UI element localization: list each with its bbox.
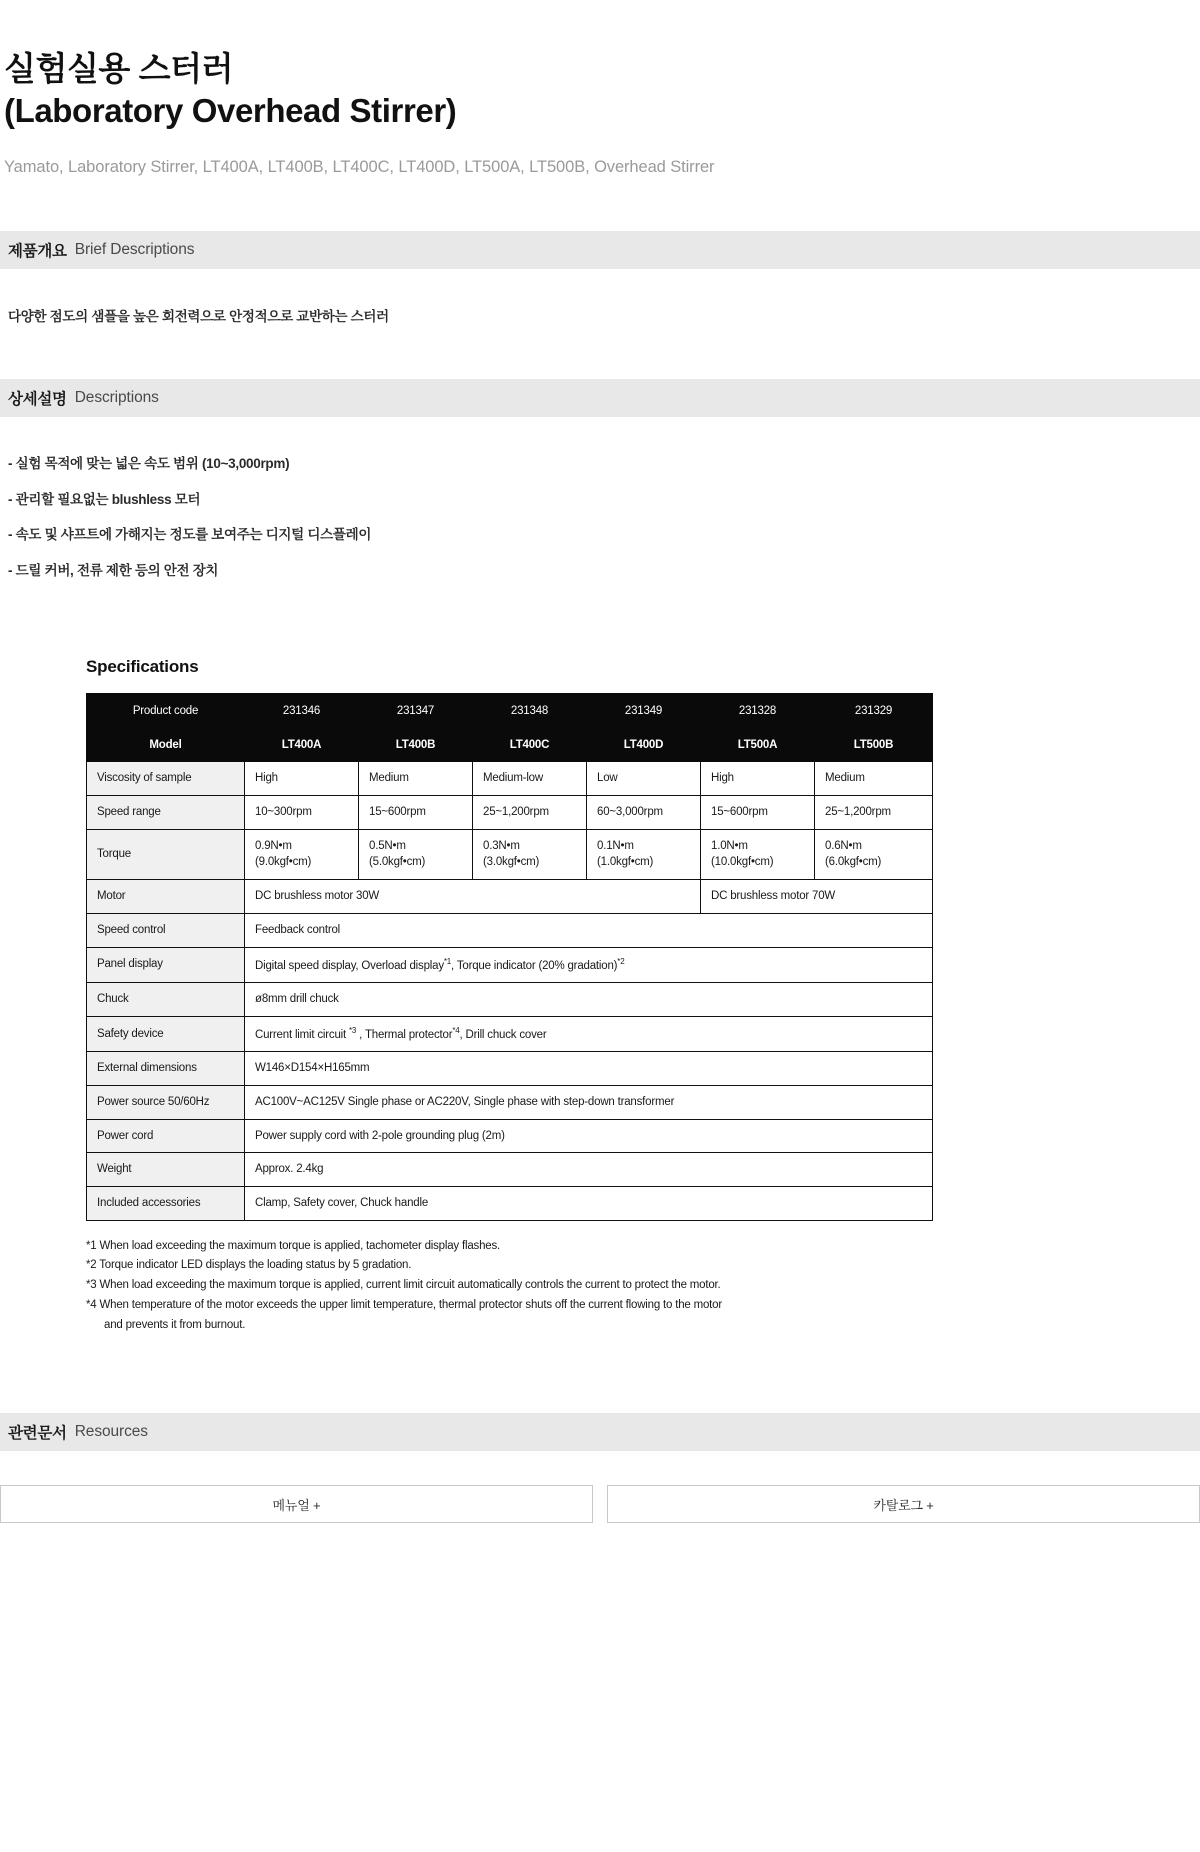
section-title-ko-brief: 제품개요 — [8, 243, 67, 261]
table-row-model — [87, 728, 933, 762]
table-cell: 25~1,200rpm — [815, 796, 933, 830]
table-cell: Medium — [815, 762, 933, 796]
table-cell: 231349 — [587, 694, 701, 728]
table-cell: High — [245, 762, 359, 796]
manual-download-button[interactable]: 메뉴얼 + — [0, 1485, 593, 1523]
table-row-power-cord — [87, 1119, 933, 1153]
row-label: Power cord — [87, 1119, 245, 1153]
table-cell: 231346 — [245, 694, 359, 728]
specifications-table — [86, 693, 933, 1220]
table-cell: 231329 — [815, 694, 933, 728]
table-cell: 1.0N•m (10.0kgf•cm) — [701, 829, 815, 879]
row-label: Torque — [87, 829, 245, 879]
page-title-en: (Laboratory Overhead Stirrer) — [4, 92, 457, 130]
table-row-power-source — [87, 1085, 933, 1119]
footnote-3: *3 When load exceeding the maximum torque is applied, current limit circuit automatically controls the current to protect the motor. — [86, 1279, 721, 1292]
panel-display-part1: Digital speed display, Overload display — [255, 959, 444, 972]
row-label: Product code — [87, 694, 245, 728]
table-cell: 60~3,000rpm — [587, 796, 701, 830]
table-cell: 231348 — [473, 694, 587, 728]
list-item: - 속도 및 샤프트에 가해지는 정도를 보여주는 디지털 디스플레이 — [8, 527, 372, 543]
table-row-motor — [87, 880, 933, 914]
table-cell: 0.6N•m (6.0kgf•cm) — [815, 829, 933, 879]
page-header — [0, 0, 1200, 177]
table-cell: AC100V~AC125V Single phase or AC220V, Single phase with step-down transformer — [245, 1085, 933, 1119]
safety-part2: , Thermal protector — [356, 1028, 453, 1041]
table-cell: 0.1N•m (1.0kgf•cm) — [587, 829, 701, 879]
table-cell: LT400C — [473, 728, 587, 762]
section-header-brief — [0, 231, 1200, 269]
table-cell: 231347 — [359, 694, 473, 728]
safety-part1: Current limit circuit — [255, 1028, 350, 1041]
table-body — [87, 762, 933, 1220]
table-row-weight — [87, 1153, 933, 1187]
list-item: - 드릴 커버, 전류 제한 등의 안전 장치 — [8, 562, 219, 578]
section-title-ko-descriptions: 상세설명 — [8, 391, 67, 409]
footnote-4-continued: and prevents it from burnout. — [104, 1318, 246, 1331]
row-label: Speed range — [87, 796, 245, 830]
row-label: Weight — [87, 1153, 245, 1187]
table-cell: DC brushless motor 70W — [701, 880, 933, 914]
table-cell: W146×D154×H165mm — [245, 1052, 933, 1086]
page-title-ko: 실험실용 스터러 — [4, 50, 234, 87]
table-row-safety-device — [87, 1016, 933, 1052]
row-label: Panel display — [87, 947, 245, 983]
table-cell: 231328 — [701, 694, 815, 728]
footnote-2: *2 Torque indicator LED displays the loading status by 5 gradation. — [86, 1259, 412, 1272]
footnote-ref-4: *4 — [452, 1025, 460, 1035]
feature-list — [0, 417, 1200, 577]
table-cell: Low — [587, 762, 701, 796]
table-cell: DC brushless motor 30W — [245, 880, 701, 914]
table-row-viscosity — [87, 762, 933, 796]
table-cell: Feedback control — [245, 913, 933, 947]
safety-part3: , Drill chuck cover — [459, 1028, 547, 1041]
row-label: Chuck — [87, 983, 245, 1017]
table-cell: 15~600rpm — [359, 796, 473, 830]
row-label: Speed control — [87, 913, 245, 947]
row-label: Power source 50/60Hz — [87, 1085, 245, 1119]
row-label: Viscosity of sample — [87, 762, 245, 796]
brief-description-text: 다양한 점도의 샘플을 높은 회전력으로 안정적으로 교반하는 스터러 — [8, 309, 389, 325]
table-cell: 0.3N•m (3.0kgf•cm) — [473, 829, 587, 879]
table-cell: 25~1,200rpm — [473, 796, 587, 830]
table-cell: Medium — [359, 762, 473, 796]
table-cell: 0.5N•m (5.0kgf•cm) — [359, 829, 473, 879]
panel-display-part2: , Torque indicator (20% gradation) — [451, 959, 618, 972]
table-cell: LT500A — [701, 728, 815, 762]
footnote-ref-3: *3 — [349, 1025, 357, 1035]
catalog-download-button[interactable]: 카탈로그 + — [607, 1485, 1200, 1523]
footnote-4: *4 When temperature of the motor exceeds the upper limit temperature, thermal protector shuts off the current flowing to the motor — [86, 1298, 723, 1311]
section-title-ko-resources: 관련문서 — [8, 1425, 67, 1443]
row-label: External dimensions — [87, 1052, 245, 1086]
table-row-speed-control — [87, 913, 933, 947]
table-row-panel-display — [87, 947, 933, 983]
footnote-ref-2: *2 — [617, 956, 625, 966]
table-cell: 10~300rpm — [245, 796, 359, 830]
page-keywords: Yamato, Laboratory Stirrer, LT400A, LT400B, LT400C, LT400D, LT500A, LT500B, Overhead Stirrer — [4, 158, 715, 177]
footnotes — [0, 1221, 1200, 1336]
table-row-torque — [87, 829, 933, 879]
table-cell: LT400A — [245, 728, 359, 762]
table-row-product-code — [87, 694, 933, 728]
table-cell: High — [701, 762, 815, 796]
table-head — [87, 694, 933, 762]
table-cell: LT400B — [359, 728, 473, 762]
table-cell: Clamp, Safety cover, Chuck handle — [245, 1186, 933, 1220]
table-cell: Medium-low — [473, 762, 587, 796]
table-row-included-accessories — [87, 1186, 933, 1220]
specifications-title: Specifications — [86, 657, 199, 677]
table-row-speed-range — [87, 796, 933, 830]
table-cell: LT500B — [815, 728, 933, 762]
list-item: - 실험 목적에 맞는 넓은 속도 범위 (10~3,000rpm) — [8, 456, 290, 472]
table-cell: 0.9N•m (9.0kgf•cm) — [245, 829, 359, 879]
section-title-en-descriptions: Descriptions — [74, 389, 159, 407]
resource-button-group — [0, 1451, 1200, 1523]
footnote-1: *1 When load exceeding the maximum torque is applied, tachometer display flashes. — [86, 1239, 501, 1252]
footnote-ref-1: *1 — [443, 956, 452, 966]
section-header-descriptions — [0, 379, 1200, 417]
list-item: - 관리할 필요없는 blushless 모터 — [8, 491, 201, 507]
table-cell: Approx. 2.4kg — [245, 1153, 933, 1187]
table-cell: Power supply cord with 2-pole grounding plug (2m) — [245, 1119, 933, 1153]
table-row-chuck — [87, 983, 933, 1017]
row-label: Included accessories — [87, 1186, 245, 1220]
row-label: Safety device — [87, 1016, 245, 1052]
table-row-external-dimensions — [87, 1052, 933, 1086]
section-title-en-resources: Resources — [74, 1423, 148, 1441]
table-cell: ø8mm drill chuck — [245, 983, 933, 1017]
table-cell: 15~600rpm — [701, 796, 815, 830]
table-cell — [245, 1016, 933, 1052]
row-label: Motor — [87, 880, 245, 914]
table-cell — [245, 947, 933, 983]
table-cell: LT400D — [587, 728, 701, 762]
section-header-resources — [0, 1413, 1200, 1451]
specifications-section — [0, 599, 1200, 1220]
section-title-en-brief: Brief Descriptions — [74, 241, 195, 259]
row-label: Model — [87, 728, 245, 762]
